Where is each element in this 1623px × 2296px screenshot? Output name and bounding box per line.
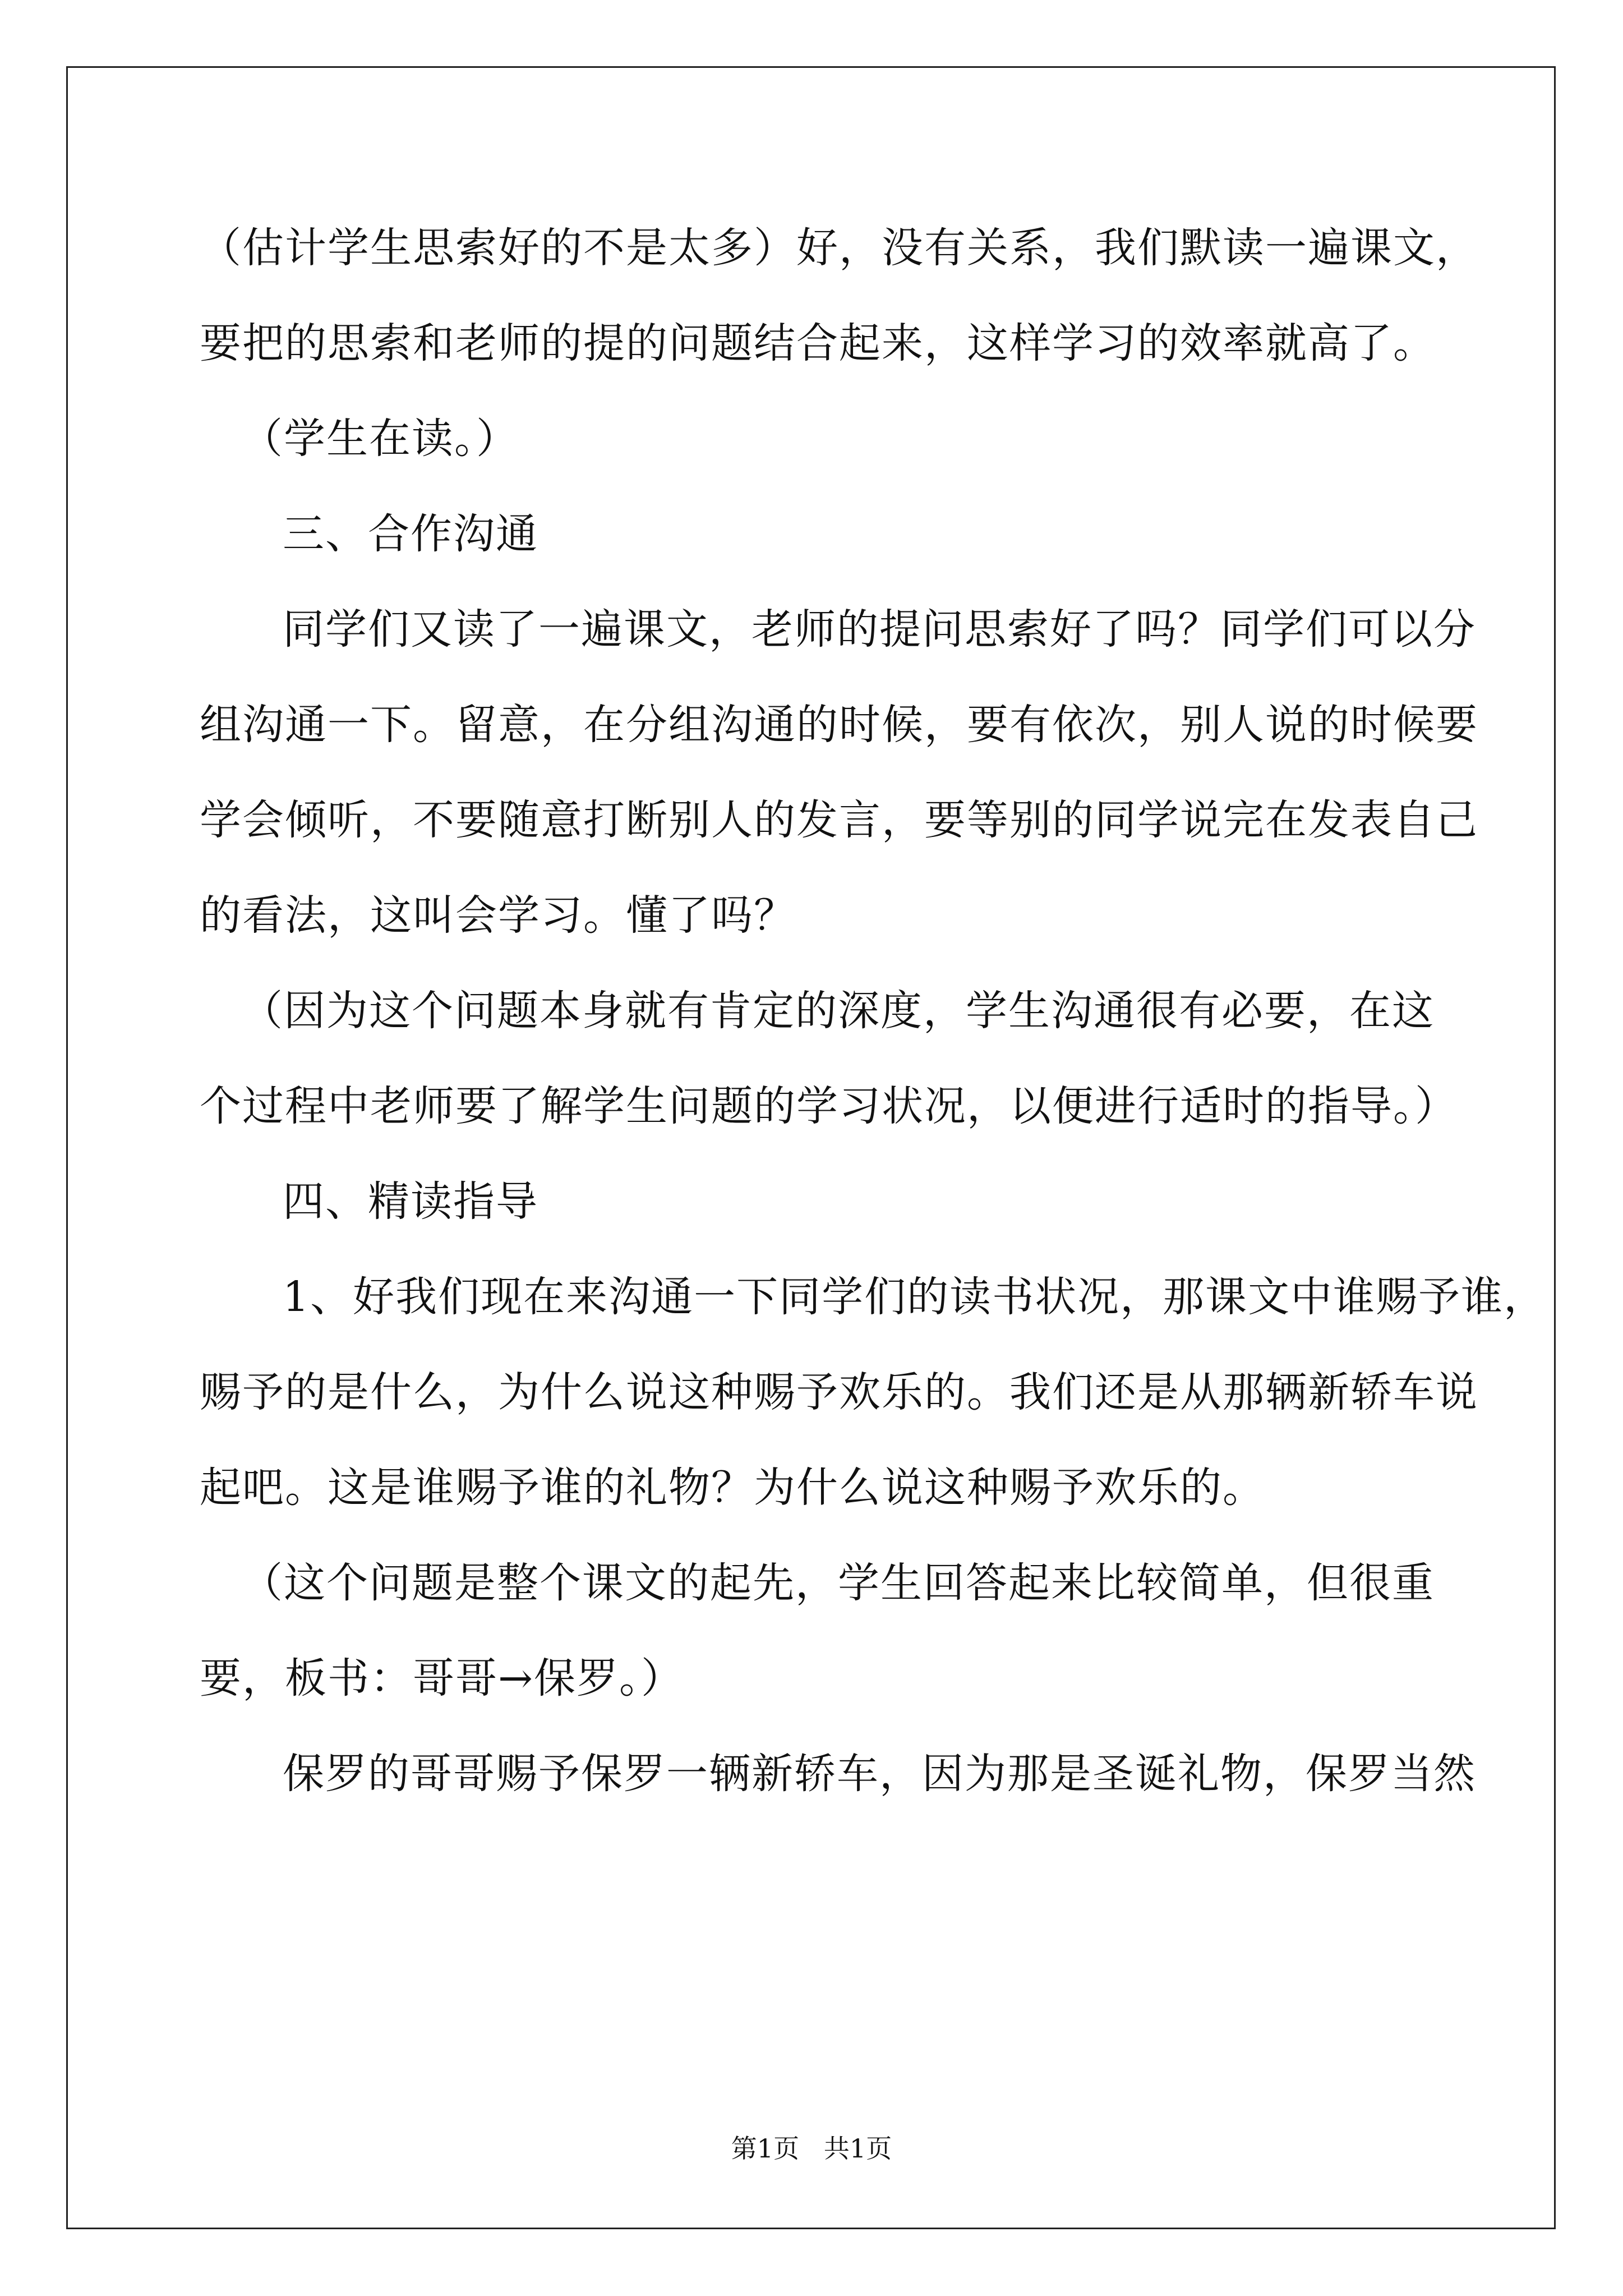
text-line: 赐予的是什么，为什么说这种赐予欢乐的。我们还是从那辆新轿车说 [200, 1368, 1478, 1416]
text-line: 保罗的哥哥赐予保罗一辆新轿车，因为那是圣诞礼物，保罗当然 [283, 1750, 1476, 1798]
text-line: 组沟通一下。留意，在分组沟通的时候，要有依次，别人说的时候要 [200, 701, 1478, 749]
text-line: （学生在读。） [241, 415, 519, 463]
section-heading: 三、合作沟通 [283, 510, 538, 558]
text-line: 个过程中老师要了解学生问题的学习状况，以便进行适时的指导。） [200, 1082, 1458, 1130]
text-line: （估计学生思索好的不是太多）好，没有关系，我们默读一遍课文， [200, 224, 1478, 272]
text-line: （这个问题是整个课文的起先，学生回答起来比较简单，但很重 [241, 1559, 1435, 1607]
text-line: 同学们又读了一遍课文，老师的提问思索好了吗？同学们可以分 [283, 605, 1476, 654]
text-line: 学会倾听，不要随意打断别人的发言，要等别的同学说完在发表自己 [200, 796, 1478, 844]
text-line: （因为这个问题本身就有肯定的深度，学生沟通很有必要，在这 [241, 987, 1435, 1035]
section-heading: 四、精读指导 [283, 1177, 538, 1226]
text-line: 1、好我们现在来沟通一下同学们的读书状况，那课文中谁赐予谁， [283, 1273, 1547, 1321]
text-line: 要把的思索和老师的提的问题结合起来，这样学习的效率就高了。 [200, 319, 1436, 367]
text-line: 的看法，这叫会学习。懂了吗？ [200, 891, 796, 940]
text-line: 要，板书：哥哥→保罗。） [200, 1654, 684, 1703]
page-footer: 第1页 共1页 [731, 2133, 892, 2164]
page-border [66, 66, 1556, 2229]
text-line: 起吧。这是谁赐予谁的礼物？为什么说这种赐予欢乐的。 [200, 1464, 1265, 1512]
